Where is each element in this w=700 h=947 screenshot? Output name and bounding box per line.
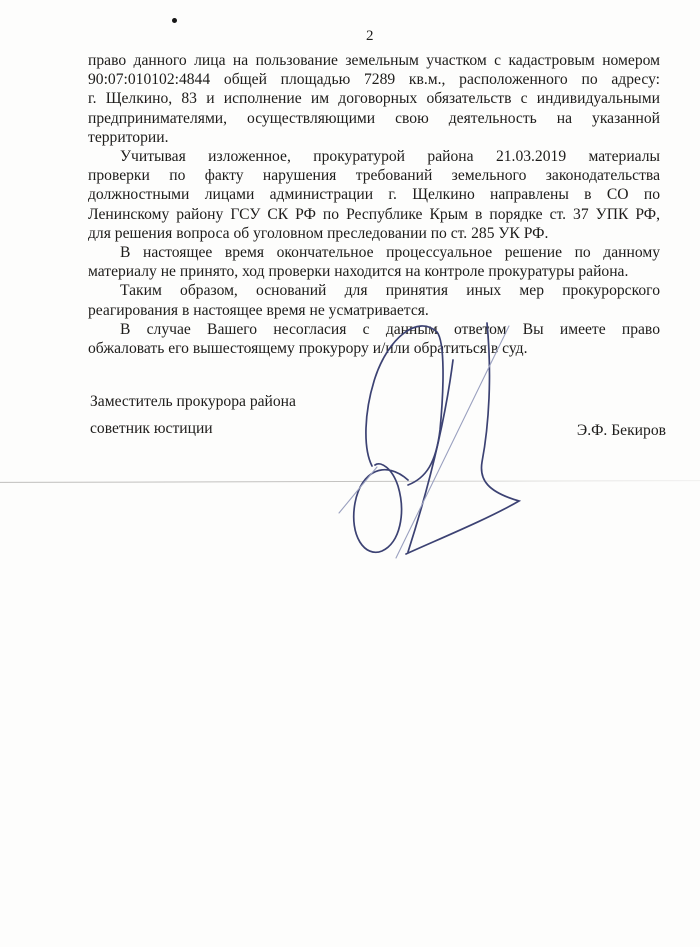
paragraph (88, 147, 660, 243)
paragraph (88, 243, 660, 281)
text-line: должностными лицами администрации г. Щелкино направлены в СО по (88, 186, 660, 204)
text-line: Ленинскому району ГСУ СК РФ по Республике Крым в порядке ст. 37 УПК РФ, (88, 205, 660, 223)
text-line: В настоящее время окончательное процессуальное решение по данному (120, 244, 660, 262)
paragraph (88, 51, 660, 147)
text-line: материалу не принято, ход проверки находится на контроле прокуратуры района. (88, 263, 629, 281)
text-line: проверки по факту нарушения требований земельного законодательства (88, 167, 660, 185)
signature-stroke-loop (366, 326, 443, 485)
text-line: Таким образом, оснований для принятия иных мер прокурорского (120, 282, 660, 300)
paragraph (88, 281, 660, 319)
text-line: право данного лица на пользование земельным участком с кадастровым номером (88, 52, 660, 69)
scan-artifact-dot (172, 18, 177, 23)
signature-stroke-oval (354, 464, 408, 552)
handwritten-signature-icon (336, 320, 536, 572)
signer-position-title: Заместитель прокурора района (90, 393, 296, 410)
signature-stroke-light-short (339, 467, 377, 513)
text-line: В случае Вашего несогласия с данным ответом Вы имеете право (120, 320, 660, 338)
text-line: для решения вопроса об уголовном преследовании по ст. 285 УК РФ. (88, 224, 549, 242)
text-line: Учитывая изложенное, прокуратурой района 21.03.2019 материалы (120, 148, 660, 166)
text-line: реагирования в настоящее время не усматривается. (88, 301, 429, 319)
page-number: 2 (366, 28, 374, 44)
signer-rank: советник юстиции (90, 420, 213, 437)
body-text (88, 51, 660, 358)
signature-stroke-flourish (406, 323, 519, 554)
signer-name: Э.Ф. Бекиров (576, 422, 666, 439)
text-line: 90:07:010102:4844 общей площадью 7289 кв.м., расположенного по адресу: (88, 71, 660, 89)
text-line: территории. (88, 128, 169, 146)
text-line: г. Щелкино, 83 и исполнение им договорных обязательств с индивидуальными (88, 90, 660, 108)
text-line: предпринимателями, осуществляющими свою деятельность на указанной (88, 109, 660, 127)
text-line: обжаловать его вышестоящему прокурору и/или обратиться в суд. (88, 340, 528, 358)
